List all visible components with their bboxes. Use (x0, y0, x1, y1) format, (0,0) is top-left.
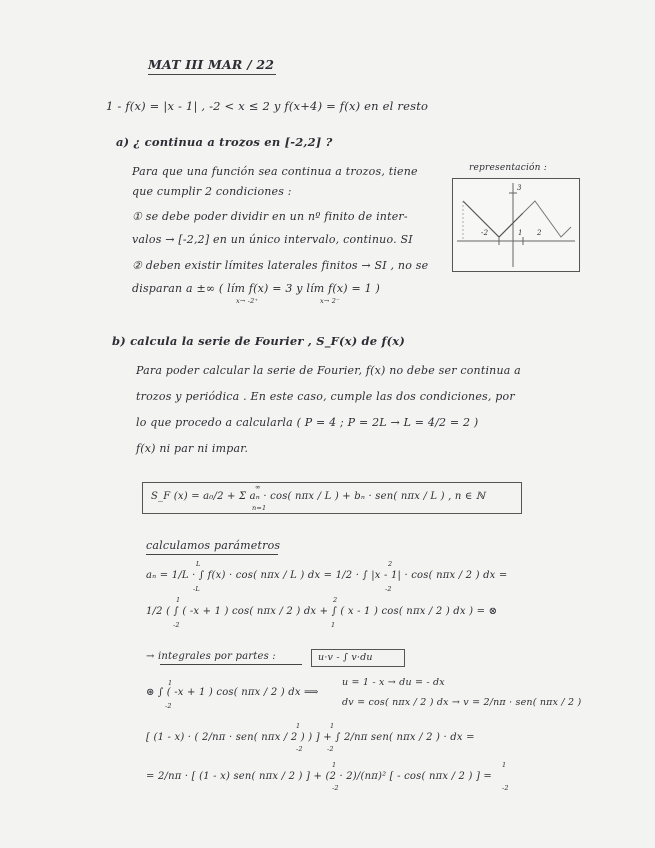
part-a-line: ① se debe poder dividir en un nº finito de inter- (132, 210, 408, 223)
calc-title-underline (146, 554, 278, 555)
an-formula-line1: aₙ = 1/L · ∫ f(x) · cos( nπx / L ) dx = 1/2 · ∫ |x - 1| · cos( nπx / 2 ) dx = (146, 570, 508, 581)
an-formula-line2: 1/2 ( ∫ ( -x + 1 ) cos( nπx / 2 ) dx + ∫ ( x - 1 ) cos( nπx / 2 ) dx ) = ⊗ (146, 606, 498, 617)
integral-limit: L (196, 560, 201, 568)
graph-caption: representación : (469, 163, 547, 173)
sum-upper-limit: ∞ (255, 483, 261, 491)
integral-limit: 1 (502, 761, 507, 769)
graph-x-tick: -2 (481, 229, 489, 237)
part-a-line: valos → [-2,2] en un único intervalo, continuo. SI (132, 233, 413, 246)
integral-limit: 1 (330, 722, 335, 730)
fourier-formula: S_F (x) = a₀/2 + Σ aₙ · cos( nπx / L ) + bₙ · sen( nπx / L ) , n ∈ ℕ (151, 491, 486, 502)
integration-by-parts-box (311, 649, 405, 667)
graph-x-tick: 1 (518, 229, 523, 237)
integral-limit: -2 (502, 784, 509, 792)
part-a-line: disparan a ±∞ ( lím f(x) = 3 y lím f(x) = 1 ) (132, 282, 380, 295)
integral-limit: -2 (332, 784, 339, 792)
sum-lower-limit: n=1 (252, 504, 267, 512)
integral-limit: 1 (332, 761, 337, 769)
integral-limit: -2 (173, 621, 180, 629)
part-a-line: Para que una función sea continua a trozos, tiene (132, 165, 418, 178)
integral-limit: 2 (388, 560, 393, 568)
limit-subscript: x→ -2⁺ (236, 297, 259, 305)
limit-subscript: x→ 2⁻ (320, 297, 340, 305)
function-graph (452, 178, 580, 272)
integral-limit: -2 (296, 745, 303, 753)
part-b-line: f(x) ni par ni impar. (136, 442, 249, 455)
graph-y-tick: 3 (517, 184, 522, 192)
header-underline (148, 74, 276, 75)
integral-limit: 1 (176, 596, 181, 604)
dv-v-line: dv = cos( nπx / 2 ) dx → v = 2/nπ · sen( nπx / 2 ) (342, 697, 582, 708)
part-a-question: a) ¿ continua a trozos en [-2,2] ? (116, 135, 333, 149)
integral-limit: -2 (385, 585, 392, 593)
integrals-label: → integrales por partes : (146, 651, 276, 662)
int-star-line: ⊛ ∫ ( -x + 1 ) cos( nπx / 2 ) dx ⟹ (146, 687, 319, 698)
part-a-line: que cumplir 2 condiciones : (132, 185, 292, 198)
integral-limit: 1 (296, 722, 301, 730)
calc-title: calculamos parámetros (146, 539, 281, 552)
part-b-line: lo que procedo a calcularla ( P = 4 ; P = 2L → L = 4/2 = 2 ) (136, 416, 479, 429)
graph-drawing (453, 179, 579, 271)
part-b-line: Para poder calcular la serie de Fourier, f(x) no debe ser continua a (136, 364, 521, 377)
part-b-line: trozos y periódica . En este caso, cumple las dos condiciones, por (136, 390, 515, 403)
integral-limit: -2 (165, 702, 172, 710)
integral-limit: 1 (168, 679, 173, 687)
graph-x-tick: 2 (537, 229, 542, 237)
parts-step2: = 2/nπ · [ (1 - x) sen( nπx / 2 ) ] + (2 · 2)/(nπ)² [ - cos( nπx / 2 ) ] = (146, 771, 493, 782)
integrals-underline (160, 664, 302, 665)
integral-limit: 2 (333, 596, 338, 604)
fourier-formula-box (142, 482, 522, 514)
header-title: MAT III MAR / 22 (148, 57, 275, 72)
integration-by-parts-formula: u·v - ∫ v·du (318, 652, 373, 663)
integral-limit: 1 (331, 621, 336, 629)
parts-step1: [ (1 - x) · ( 2/nπ · sen( nπx / 2 ) ) ] + ∫ 2/nπ sen( nπx / 2 ) · dx = (146, 732, 475, 743)
part-a-line: ② deben existir límites laterales finitos → SI , no se (132, 259, 429, 272)
problem-statement: 1 - f(x) = |x - 1| , -2 < x ≤ 2 y f(x+4) = f(x) en el resto (106, 99, 429, 113)
integral-limit: -L (193, 585, 200, 593)
integral-limit: -2 (327, 745, 334, 753)
u-du-line: u = 1 - x → du = - dx (342, 677, 445, 688)
part-b-question: b) calcula la serie de Fourier , S_F(x) de f(x) (112, 334, 406, 348)
